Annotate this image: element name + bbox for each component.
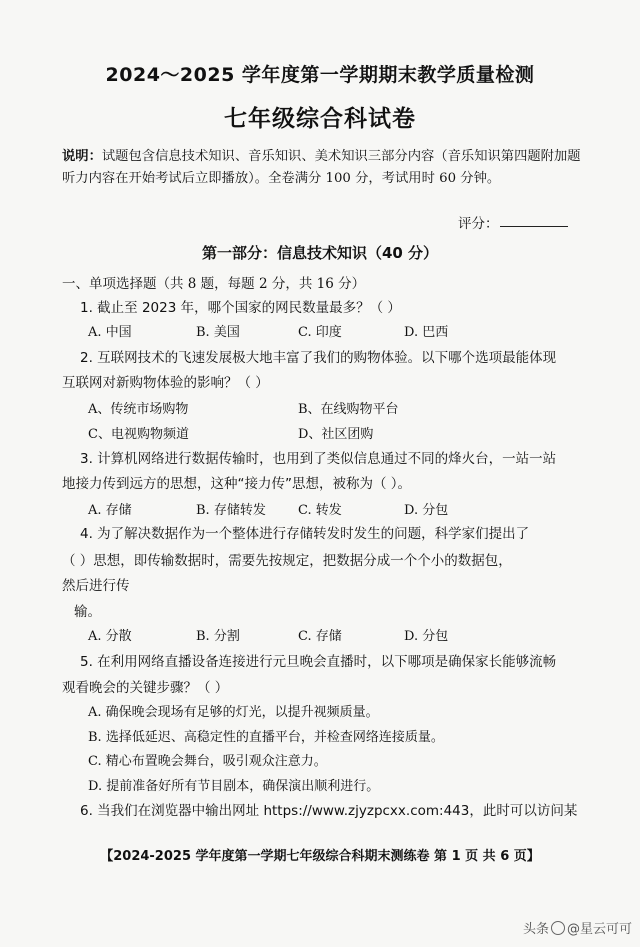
question-2-option-b: B、在线购物平台 [298, 402, 399, 417]
score-label: 评分： [458, 216, 499, 232]
question-4-option-b: B. 分割 [196, 629, 240, 644]
question-3-option-c: C. 转发 [298, 503, 342, 518]
question-3-option-a: A. 存储 [88, 503, 132, 518]
instructions [62, 146, 582, 190]
watermark-logo-icon [551, 921, 565, 935]
question-4-line-4: 输。 [74, 604, 101, 620]
question-4-line-1: 4. 为了解决数据作为一个整体进行存储转发时发生的问题，科学家们提出了 [80, 526, 530, 542]
section-heading: 一、单项选择题（共 8 题，每题 2 分，共 16 分） [62, 276, 366, 292]
question-1-option-d: D. 巴西 [404, 325, 449, 340]
score-blank [500, 226, 568, 227]
question-4-line-3: 然后进行传 [62, 578, 130, 594]
question-1-line-1: 1. 截止至 2023 年，哪个国家的网民数量最多？（ ） [80, 300, 401, 316]
question-5-option-d: D. 提前准备好所有节目剧本，确保演出顺利进行。 [88, 779, 380, 794]
question-5-line-2: 观看晚会的关键步骤？（ ） [62, 680, 229, 696]
watermark [523, 918, 632, 937]
question-5-option-b: B. 选择低延迟、高稳定性的直播平台，并检查网络连接质量。 [88, 730, 444, 745]
question-5-option-a: A. 确保晚会现场有足够的灯光，以提升视频质量。 [88, 705, 379, 720]
question-3-line-2: 地接力传到远方的思想，这种“接力传”思想，被称为（ ）。 [62, 476, 412, 492]
question-2-line-2: 互联网对新购物体验的影响？（ ） [62, 375, 269, 391]
question-4-line-2: （ ）思想，即传输数据时，需要先按规定，把数据分成一个个小的数据包， [62, 553, 512, 569]
question-4-option-a: A. 分散 [88, 629, 132, 644]
question-1-option-b: B. 美国 [196, 325, 240, 340]
question-2-option-d: D、社区团购 [298, 427, 374, 442]
question-5-option-c: C. 精心布置晚会舞台，吸引观众注意力。 [88, 754, 327, 769]
question-6-line-1: 6. 当我们在浏览器中输出网址 https://www.zjyzpcxx.com:443，此时可以访问某 [80, 803, 578, 819]
question-1-option-c: C. 印度 [298, 325, 342, 340]
question-5-line-1: 5. 在利用网络直播设备连接进行元旦晚会直播时，以下哪项是确保家长能够流畅 [80, 654, 557, 670]
question-2-option-a: A、传统市场购物 [88, 402, 189, 417]
exam-subtitle: 七年级综合科试卷 [224, 106, 416, 132]
question-4-option-d: D. 分包 [404, 629, 449, 644]
watermark-prefix: 头条 [522, 922, 549, 937]
instructions-label: 说明： [62, 149, 102, 164]
exam-title: 2024～2025 学年度第一学期期末教学质量检测 [105, 64, 535, 86]
question-3-line-1: 3. 计算机网络进行数据传输时，也用到了类似信息通过不同的烽火台，一站一站 [80, 451, 557, 467]
part-heading: 第一部分：信息技术知识（40 分） [201, 244, 439, 262]
question-1-option-a: A. 中国 [88, 325, 132, 340]
watermark-account: @星云可可 [566, 922, 632, 937]
question-2-line-1: 2. 互联网技术的飞速发展极大地丰富了我们的购物体验。以下哪个选项最能体现 [80, 350, 557, 366]
instructions-text: 试题包含信息技术知识、音乐知识、美术知识三部分内容（音乐知识第四题附加题听力内容在开始考试后立即播放）。全卷满分 100 分，考试用时 60 分钟。 [62, 149, 581, 186]
question-4-option-c: C. 存储 [298, 629, 342, 644]
page-footer: 【2024-2025 学年度第一学期七年级综合科期末测练卷 第 1 页 共 6 页】 [100, 849, 540, 864]
question-2-option-c: C、电视购物频道 [88, 427, 189, 442]
question-3-option-b: B. 存储转发 [196, 503, 266, 518]
question-3-option-d: D. 分包 [404, 503, 449, 518]
